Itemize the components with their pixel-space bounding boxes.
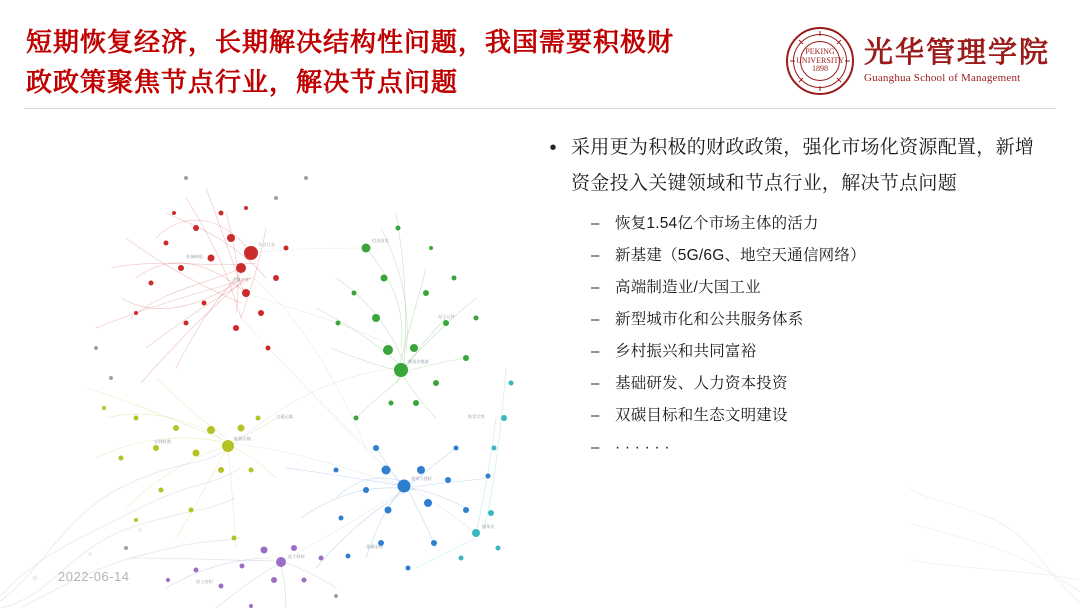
svg-text:建筑与建材: 建筑与建材: [411, 476, 432, 481]
main-bullet-row: [545, 130, 1050, 202]
svg-text:节点行业: 节点行业: [258, 242, 275, 247]
svg-text:服务业: 服务业: [482, 524, 495, 529]
page-title: [26, 22, 786, 102]
logo-name-cn: 光华管理学院: [864, 37, 1051, 69]
list-item-label: 高端制造业/大国工业: [615, 279, 761, 296]
svg-text:关键产业: 关键产业: [232, 277, 249, 282]
svg-text:交通运输: 交通运输: [276, 414, 293, 419]
dash-marker-icon: –: [591, 279, 600, 296]
dash-marker-icon: –: [591, 407, 600, 424]
list-item: [591, 338, 1050, 365]
list-item-label: 恢复1.54亿个市场主体的活力: [615, 215, 819, 232]
list-item-label: 新型城市化和公共服务体系: [615, 311, 804, 328]
svg-text:批发零售: 批发零售: [468, 414, 485, 419]
list-item: [591, 306, 1050, 333]
seal-label: PEKING UNIVERSITY 1898: [800, 41, 840, 81]
svg-text:电子元件: 电子元件: [438, 314, 455, 319]
svg-text:能源运输: 能源运输: [234, 436, 251, 441]
list-item: [591, 274, 1050, 301]
svg-text:化工材料: 化工材料: [288, 554, 305, 559]
list-item-label: · · · · · ·: [615, 439, 670, 456]
list-item: [591, 402, 1050, 429]
date-stamp: 2022-06-14: [58, 569, 130, 584]
dash-marker-icon: –: [591, 215, 600, 232]
dash-marker-icon: –: [591, 375, 600, 392]
list-item-label: 新基建（5G/6G、地空天通信网络）: [615, 247, 866, 264]
list-item-label: 乡村振兴和共同富裕: [615, 343, 757, 360]
title-line-1: 短期恢复经济，长期解决结构性问题，我国需要积极财: [26, 27, 675, 57]
decorative-corner-right: [930, 488, 1080, 608]
svg-text:制造业集群: 制造业集群: [408, 359, 429, 364]
main-bullet-text: 采用更为积极的财政政策，强化市场化资源配置，新增资金投入关键领域和节点行业，解决节点问题: [571, 137, 1035, 194]
institution-logo: [786, 22, 1054, 100]
svg-text:装备制造: 装备制造: [186, 254, 203, 259]
logo-text-block: [864, 36, 1050, 86]
seal-icon: [786, 27, 854, 95]
bullet-marker-icon: •: [549, 137, 557, 159]
svg-text:信息技术: 信息技术: [372, 238, 389, 243]
header-divider: [24, 108, 1056, 109]
dash-marker-icon: –: [591, 343, 600, 360]
list-item: [591, 210, 1050, 237]
dash-marker-icon: –: [591, 247, 600, 264]
svg-text:金属冶炼: 金属冶炼: [366, 544, 383, 549]
list-item: [591, 370, 1050, 397]
list-item: [591, 434, 1050, 461]
list-item: [591, 242, 1050, 269]
title-line-2: 政政策聚焦节点行业，解决节点问题: [26, 67, 459, 97]
sub-bullet-list: [591, 210, 1050, 461]
list-item-label: 基础研发、人力资本投资: [615, 375, 788, 392]
svg-text:轻工纺织: 轻工纺织: [196, 579, 213, 584]
svg-text:农林牧渔: 农林牧渔: [154, 439, 171, 444]
dash-marker-icon: –: [591, 439, 600, 456]
list-item-label: 双碳目标和生态文明建设: [615, 407, 788, 424]
dash-marker-icon: –: [591, 311, 600, 328]
content-column: [545, 130, 1050, 466]
logo-name-en: Guanghua School of Management: [864, 72, 1021, 84]
